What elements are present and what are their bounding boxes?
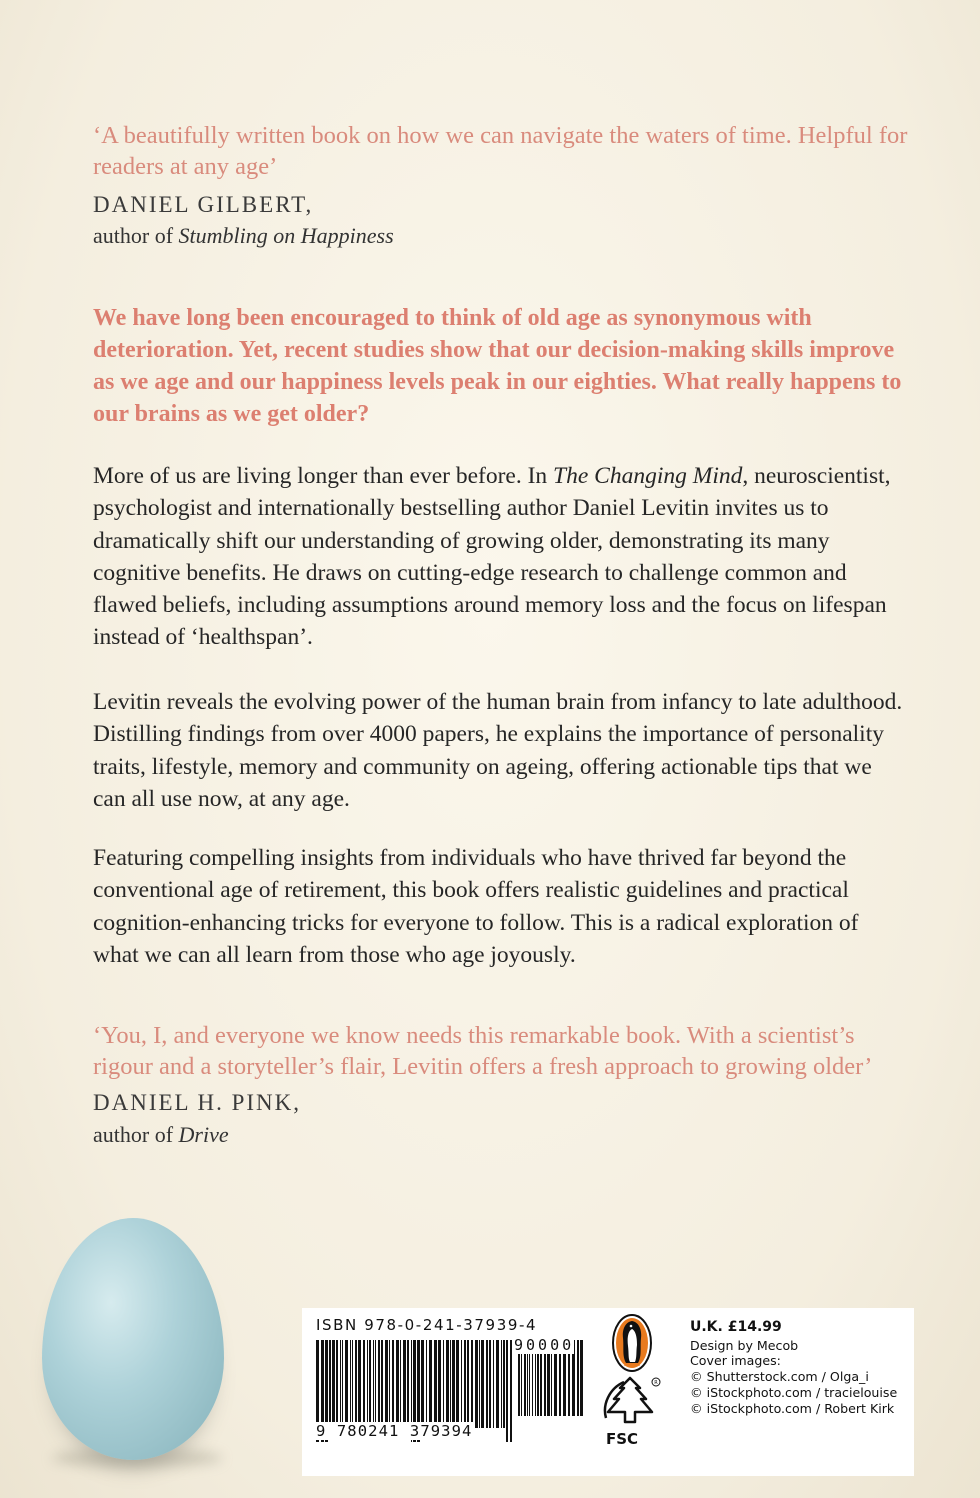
- bottom-review-quote: ‘You, I, and everyone we know needs this remarkable book. With a scientist’s rigour and a storyteller’s flair, Levitin offers a fresh approach to growing older’: [93, 1022, 873, 1080]
- barcode-bar: [340, 1340, 341, 1428]
- image-credit-1: © Shutterstock.com / Olga_i: [690, 1369, 869, 1385]
- design-credit: Design by Mecob: [690, 1337, 799, 1353]
- barcode-bar: [355, 1340, 357, 1428]
- barcode-bar: [467, 1340, 469, 1428]
- image-credit-2: © iStockphoto.com / tracielouise: [690, 1384, 898, 1400]
- credits-block: [690, 1320, 897, 1416]
- barcode-bar: [389, 1340, 390, 1428]
- penguin-logo-icon: [612, 1314, 652, 1372]
- top-review-source: [93, 223, 394, 249]
- barcode-bar: [369, 1340, 371, 1428]
- bottom-review-source: [93, 1122, 229, 1148]
- barcode-bar: [506, 1340, 508, 1442]
- barcode-bar: [452, 1340, 455, 1428]
- barcode-bar: [438, 1340, 441, 1428]
- barcode-bar: [479, 1340, 480, 1428]
- top-review-quote: ‘A beautifully written book on how we can navigate the waters of time. Helpful for readers at any age’: [93, 122, 908, 180]
- fsc-label: FSC: [606, 1430, 639, 1448]
- price-label: U.K. £14.99: [690, 1319, 782, 1335]
- barcode-bar: [489, 1340, 491, 1428]
- barcode-bar: [471, 1340, 473, 1428]
- svg-text:R: R: [654, 1380, 658, 1386]
- addon-digits: 90000: [514, 1336, 575, 1354]
- cover-images-label: Cover images:: [690, 1353, 781, 1369]
- barcode-bar: [464, 1340, 466, 1428]
- barcode-bar: [403, 1340, 406, 1428]
- egg-image: [42, 1218, 224, 1460]
- barcode-bar: [580, 1340, 583, 1416]
- barcode-bar: [332, 1340, 335, 1428]
- barcode-bar: [336, 1340, 338, 1428]
- book-title-inline: The Changing Mind: [553, 463, 743, 489]
- barcode-bar: [429, 1340, 432, 1428]
- barcode-bar: [358, 1340, 361, 1428]
- barcode-bar: [503, 1340, 505, 1428]
- barcode-bar: [396, 1340, 399, 1428]
- barcode-bar: [385, 1340, 388, 1428]
- barcode-bar: [345, 1340, 348, 1428]
- barcode-bar: [342, 1340, 343, 1428]
- barcode-bar: [501, 1340, 502, 1428]
- barcode-bar: [510, 1340, 512, 1442]
- barcode-bar: [475, 1340, 478, 1428]
- lead-blurb: We have long been encouraged to think of old age as synonymous with deterioration. Yet, recent studies show that our decision-making skills improve as we age and our happiness levels peak in our eighties. What really happens to our brains as we get older?: [93, 305, 902, 427]
- barcode-bar: [426, 1340, 427, 1428]
- author-of-label: author of: [93, 223, 174, 248]
- body-paragraph-3: Featuring compelling insights from individuals who have thrived far beyond the conventional age of retirement, this book offers realistic guidelines and practical cognition-enhancing tricks for everyone to follow. This is a radical exploration of what we can all learn from those who age joyously.: [93, 845, 859, 968]
- barcode-bar: [363, 1340, 365, 1428]
- barcode-bar: [381, 1340, 383, 1428]
- body-paragraph-1: [93, 460, 908, 654]
- barcode-bar: [450, 1340, 451, 1428]
- barcode-bar: [434, 1340, 437, 1428]
- barcode-bar: [446, 1340, 449, 1428]
- author-of-label: author of: [93, 1122, 174, 1147]
- barcode-bar: [378, 1340, 380, 1428]
- paragraph-1-start: More of us are living longer than ever before. In: [93, 463, 548, 489]
- bottom-review-book-title: Drive: [178, 1122, 229, 1147]
- barcode-bar: [352, 1340, 353, 1428]
- barcode-panel: [302, 1308, 914, 1476]
- barcode-bar: [392, 1340, 394, 1428]
- top-review-book-title: Stumbling on Happiness: [178, 223, 394, 248]
- body-paragraph-2: Levitin reveals the evolving power of the human brain from infancy to late adulthood. Distilling findings from over 4000 papers, he explains the importance of personality traits, lifestyle, memory and community on ageing, offering actionable tips that we can all use now, at any age.: [93, 689, 903, 812]
- isbn-label: ISBN 978-0-241-37939-4: [316, 1316, 538, 1334]
- barcode-bar: [461, 1340, 462, 1428]
- barcode-digits: 9 780241 379394: [316, 1422, 473, 1440]
- barcode-bar: [493, 1340, 494, 1428]
- barcode-bar: [367, 1340, 368, 1428]
- image-credit-3: © iStockphoto.com / Robert Kirk: [690, 1400, 895, 1416]
- barcode-bar: [373, 1340, 374, 1428]
- paragraph-1-rest: , neuroscientist, psychologist and internationally bestselling author Daniel Levitin invites us to dramatically shift our understanding of growing older, demonstrating its many cognitive benefits. He draws on cutting-edge research to challenge common and flawed beliefs, including assumptions around memory loss and the focus on lifespan instead of ‘healthspan’.: [93, 463, 891, 651]
- barcode-bar: [577, 1340, 579, 1416]
- barcode-bar: [421, 1340, 424, 1428]
- barcode-bar: [350, 1340, 351, 1428]
- barcode-bar: [400, 1340, 401, 1428]
- barcode-bar: [375, 1340, 376, 1428]
- barcode-bar: [329, 1340, 331, 1428]
- barcode-bar: [486, 1340, 488, 1428]
- barcode-bar: [496, 1340, 499, 1428]
- barcode-bar: [407, 1340, 409, 1428]
- top-review-author: DANIEL GILBERT,: [93, 192, 314, 217]
- barcode-bar: [481, 1340, 484, 1428]
- bottom-review-author: DANIEL H. PINK,: [93, 1090, 302, 1115]
- barcode-bar: [443, 1340, 444, 1428]
- barcode-bar: [456, 1340, 459, 1428]
